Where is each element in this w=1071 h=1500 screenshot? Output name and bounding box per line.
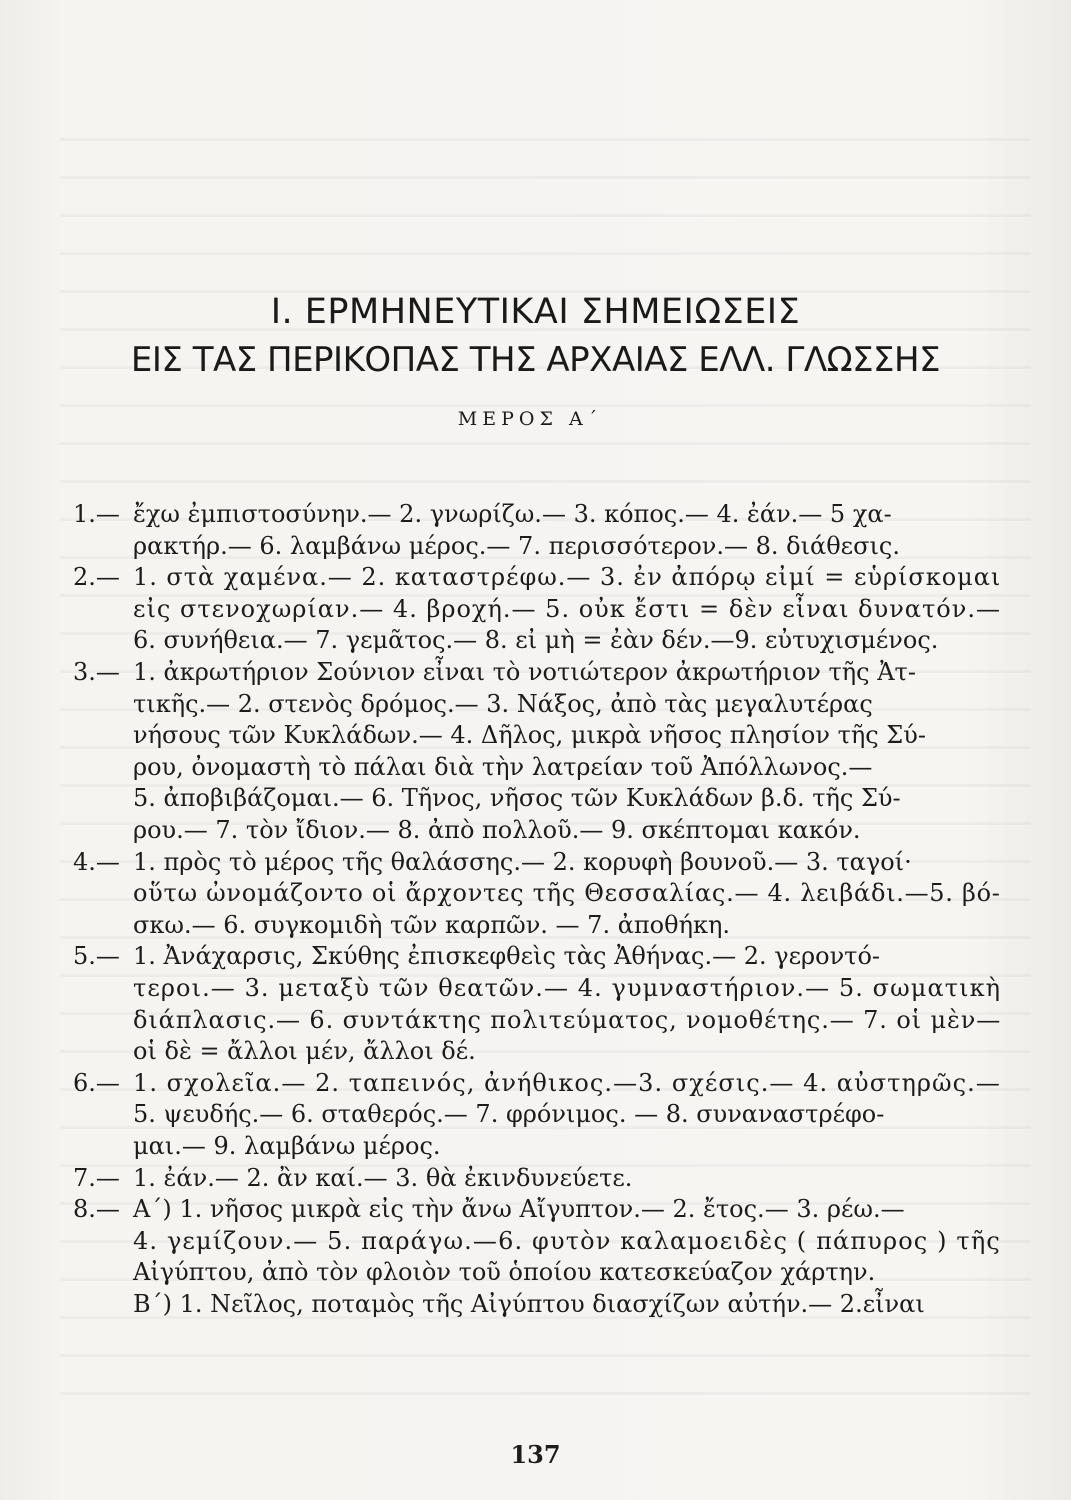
entry-line: Α΄) 1. νῆσος μικρὰ εἰς τὴν ἄνω Αἴγυπτον.— 2. ἔτος.— 3. ρέω.— bbox=[133, 1195, 905, 1224]
entry-line: 5. ψευδής.— 6. σταθερός.— 7. φρόνιμος. — 8. συναναστρέφο- bbox=[133, 1100, 885, 1129]
entry-line: 1. ἀκρωτήριον Σούνιον εἶναι τὸ νοτιώτερον ἀκρωτήριον τῆς Ἀτ- bbox=[133, 658, 916, 686]
entry-line: 1. στὰ χαμένα.— 2. καταστρέφω.— 3. ἐν ἀπόρῳ εἰμί = εὑρίσκομαι bbox=[133, 563, 1002, 592]
entry-line: σκω.— 6. συγκομιδὴ τῶν καρπῶν. — 7. ἀποθήκη. bbox=[133, 910, 730, 939]
entry-line: 1. ἐάν.— 2. ἂν καί.— 3. θὰ ἐκινδυνεύετε. bbox=[133, 1163, 633, 1192]
entry-line: 6. συνήθεια.— 7. γεμᾶτος.— 8. εἰ μὴ = ἐὰν δέν.—9. εὐτυχισμένος. bbox=[133, 626, 939, 655]
entry-line: τεροι.— 3. μεταξὺ τῶν θεατῶν.— 4. γυμναστήριον.— 5. σωματικὴ bbox=[133, 974, 1002, 1002]
entry-line: οὕτω ὠνομάζοντο οἱ ἄρχοντες τῆς Θεσσαλίας.— 4. λειβάδι.—5. βό- bbox=[133, 879, 1001, 908]
entry-line: Αἰγύπτου, ἀπὸ τὸν φλοιὸν τοῦ ὁποίου κατεσκεύαζον χάρτην. bbox=[133, 1258, 876, 1287]
entry-line: Β΄) 1. Νεῖλος, ποταμὸς τῆς Αἰγύπτου διασχίζων αὐτήν.— 2.εἶναι bbox=[133, 1290, 925, 1318]
entry-number: 1.— bbox=[73, 500, 120, 528]
entry-line: ἔχω ἐμπιστοσύνην.— 2. γνωρίζω.— 3. κόπος.— 4. ἐάν.— 5 χα- bbox=[133, 500, 892, 528]
entry-number: 7.— bbox=[73, 1163, 120, 1192]
entry-line: εἰς στενοχωρίαν.— 4. βροχή.— 5. οὐκ ἔστι = δὲν εἶναι δυνατόν.— bbox=[133, 594, 1002, 623]
entry-number: 2.— bbox=[73, 563, 120, 592]
entry-line: οἱ δὲ = ἄλλοι μέν, ἄλλοι δέ. bbox=[133, 1037, 476, 1066]
entry-number: 4.— bbox=[73, 847, 120, 876]
entry-line: ρου.— 7. τὸν ἴδιον.— 8. ἀπὸ πολλοῦ.— 9. σκέπτομαι κακόν. bbox=[133, 816, 861, 844]
entry-line: τικῆς.— 2. στενὸς δρόμος.— 3. Νάξος, ἀπὸ τὰς μεγαλυτέρας bbox=[133, 689, 873, 718]
entry-number: 3.— bbox=[73, 658, 120, 686]
entry-number: 6.— bbox=[73, 1068, 120, 1097]
entry-line: 5. ἀποβιβάζομαι.— 6. Τῆνος, νῆσος τῶν Κυκλάδων β.δ. τῆς Σύ- bbox=[133, 784, 901, 813]
entry-line: 4. γεμίζουν.— 5. παράγω.—6. φυτὸν καλαμοειδὲς ( πάπυρος ) τῆς bbox=[133, 1226, 1001, 1255]
entry-line: ρακτήρ.— 6. λαμβάνω μέρος.— 7. περισσότερον.— 8. διάθεσις. bbox=[133, 531, 900, 560]
chapter-title: Ι. ΕΡΜΗΝΕΥΤΙΚΑΙ ΣΗΜΕΙΩΣΕΙΣ bbox=[270, 292, 801, 332]
entry-line: νήσους τῶν Κυκλάδων.— 4. Δῆλος, μικρὰ νῆσος πλησίον τῆς Σύ- bbox=[133, 721, 926, 750]
entry-line: μαι.— 9. λαμβάνω μέρος. bbox=[133, 1132, 441, 1160]
entry-number: 8.— bbox=[73, 1195, 120, 1224]
entry-line: διάπλασις.— 6. συντάκτης πολιτεύματος, νομοθέτης.— 7. οἱ μὲν— bbox=[133, 1005, 1002, 1034]
part-label: ΜΕΡΟΣ Α΄ bbox=[457, 408, 603, 430]
page-number: 137 bbox=[510, 1440, 561, 1469]
chapter-subtitle: ΕΙΣ ΤΑΣ ΠΕΡΙΚΟΠΑΣ ΤΗΣ ΑΡΧΑΙΑΣ ΕΛΛ. ΓΛΩΣΣΗΣ bbox=[130, 340, 941, 380]
entry-line: 1. Ἀνάχαρσις, Σκύθης ἐπισκεφθεὶς τὰς Ἀθήνας.— 2. γεροντό- bbox=[133, 942, 881, 971]
entry-number: 5.— bbox=[73, 942, 120, 971]
entry-line: 1. σχολεῖα.— 2. ταπεινός, ἀνήθικος.—3. σχέσις.— 4. αὐστηρῶς.— bbox=[133, 1068, 1001, 1097]
entry-line: ρου, ὀνομαστὴ τὸ πάλαι διὰ τὴν λατρείαν τοῦ Ἀπόλλωνος.— bbox=[133, 752, 873, 781]
entry-line: 1. πρὸς τὸ μέρος τῆς θαλάσσης.— 2. κορυφὴ βουνοῦ.— 3. ταγοί· bbox=[133, 847, 912, 876]
